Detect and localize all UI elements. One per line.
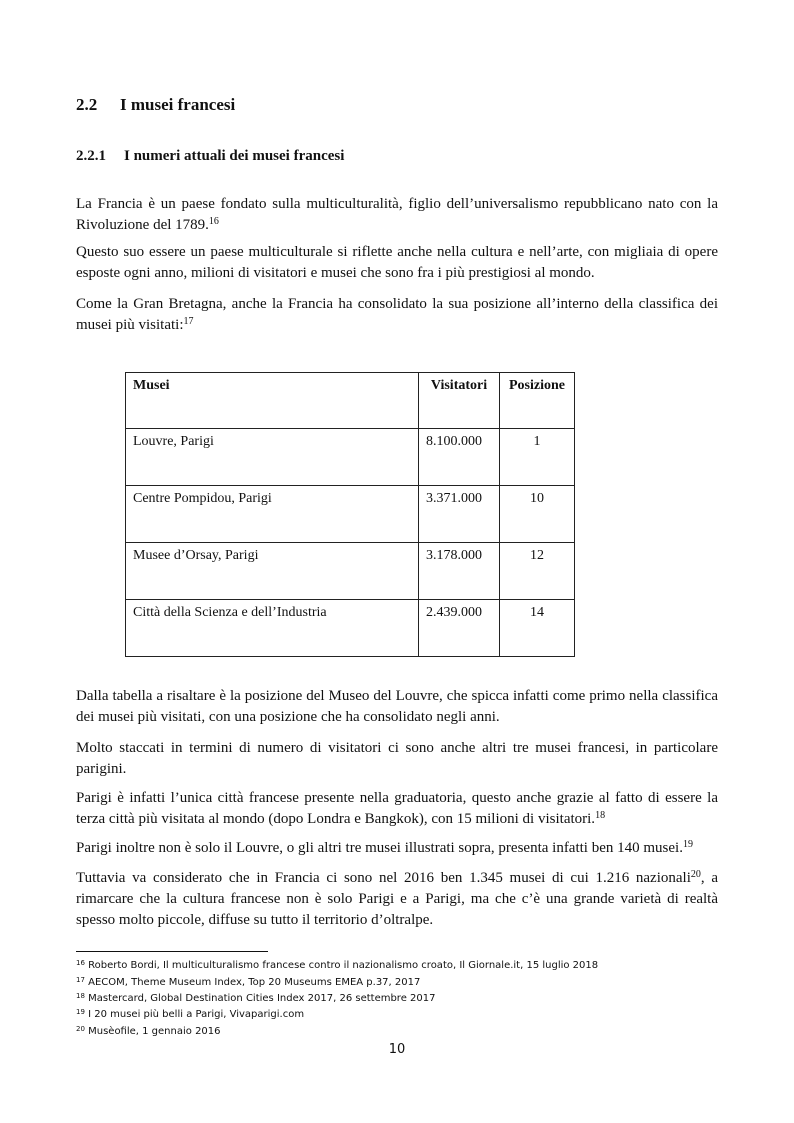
paragraph-7: Parigi inoltre non è solo il Louvre, o gli altri tre musei illustrati sopra, presenta infatti ben 140 musei.$^{19}$ — [76, 839, 693, 856]
footnote-number: 18 — [76, 992, 85, 1000]
footnote-text: AECOM, Theme Museum Index, Top 20 Museums EMEA p.37, 2017 — [88, 977, 421, 988]
footnote — [76, 1008, 304, 1021]
footnote — [76, 976, 420, 989]
header-visitatori: Visitatori — [419, 373, 500, 429]
footnote-ref-16: 16 — [208, 216, 219, 227]
footnote-text: Roberto Bordi, Il multiculturalismo francese contro il nazionalismo croato, Il Giornale.it, 15 luglio 2018 — [88, 960, 599, 971]
header-musei: Musei — [126, 373, 419, 429]
cell-posizione: 1 — [500, 429, 575, 486]
table-row — [126, 429, 575, 486]
section-heading — [76, 95, 235, 115]
table-header-row — [126, 373, 575, 429]
subsection-number: 2.2.1 — [76, 148, 106, 164]
cell-posizione: 12 — [500, 543, 575, 600]
cell-posizione: 10 — [500, 486, 575, 543]
table-row — [126, 600, 575, 657]
cell-visitatori: 3.178.000 — [419, 543, 500, 600]
footnote-number: 16 — [76, 959, 85, 967]
paragraph-5: Molto staccati in termini di numero di visitatori ci sono anche altri tre musei francesi, in particolare parigini. — [76, 740, 718, 777]
paragraph-8: Tuttavia va considerato che in Francia ci sono nel 2016 ben 1.345 musei di cui 1.216 nazionali$^{20}$, a rimarcare che la cultura francese non è solo Parigi e a Parigi, ma che c’è una grande varietà di realtà spesso molto piccole, diffuse su tutto il territorio d’oltralpe. — [76, 869, 718, 928]
footnote-number: 20 — [76, 1025, 85, 1033]
footnote-number: 19 — [76, 1008, 85, 1016]
section-title: I musei francesi — [120, 95, 236, 114]
footnote-ref-20: 20 — [690, 869, 701, 880]
paragraph-1: La Francia è un paese fondato sulla multiculturalità, figlio dell’universalismo repubblicano nato con la Rivoluzione del 1789.16 — [76, 196, 718, 233]
section-number: 2.2 — [76, 95, 98, 114]
cell-visitatori: 2.439.000 — [419, 600, 500, 657]
cell-visitatori: 8.100.000 — [419, 429, 500, 486]
footnote — [76, 1025, 221, 1038]
table-row — [126, 543, 575, 600]
footnote-ref-19: 19 — [682, 839, 693, 850]
paragraph-4: Dalla tabella a risaltare è la posizione del Museo del Louvre, che spicca infatti come primo nella classifica dei musei più visitati, con una posizione che ha consolidato negli anni. — [76, 688, 718, 725]
table-row — [126, 486, 575, 543]
museum-table — [125, 372, 575, 657]
footnote — [76, 992, 435, 1005]
footnote-text: I 20 musei più belli a Parigi, Vivaparigi.com — [88, 1009, 305, 1020]
cell-museo: Louvre, Parigi — [126, 429, 419, 486]
cell-museo: Musee d’Orsay, Parigi — [126, 543, 419, 600]
footnote-ref-18: 18 — [595, 810, 606, 821]
footnote-number: 17 — [76, 976, 85, 984]
subsection-title: I numeri attuali dei musei francesi — [124, 148, 345, 164]
cell-posizione: 14 — [500, 600, 575, 657]
footnote-divider — [76, 951, 268, 952]
cell-museo: Centre Pompidou, Parigi — [126, 486, 419, 543]
footnote-text: Musèofile, 1 gennaio 2016 — [88, 1026, 221, 1037]
paragraph-2: Questo suo essere un paese multiculturale si riflette anche nella cultura e nell’arte, con migliaia di opere esposte ogni anno, milioni di visitatori e musei che sono fra i più prestigiosi al mondo. — [76, 244, 718, 281]
cell-museo: Città della Scienza e dell’Industria — [126, 600, 419, 657]
subsection-heading — [76, 148, 344, 165]
header-posizione: Posizione — [500, 373, 575, 429]
footnote — [76, 959, 598, 972]
page-number: 10 — [388, 1042, 406, 1057]
footnote-ref-17: 17 — [183, 316, 194, 327]
paragraph-3: Come la Gran Bretagna, anche la Francia ha consolidato la sua posizione all’interno della classifica dei musei più visitati:$^{17}$ — [76, 296, 718, 333]
cell-visitatori: 3.371.000 — [419, 486, 500, 543]
footnote-text: Mastercard, Global Destination Cities Index 2017, 26 settembre 2017 — [88, 993, 436, 1004]
paragraph-6: Parigi è infatti l’unica città francese presente nella graduatoria, questo anche grazie al fatto di essere la terza città più visitata al mondo (dopo Londra e Bangkok), con 15 milioni di visitatori.$^{18}$ — [76, 790, 718, 827]
